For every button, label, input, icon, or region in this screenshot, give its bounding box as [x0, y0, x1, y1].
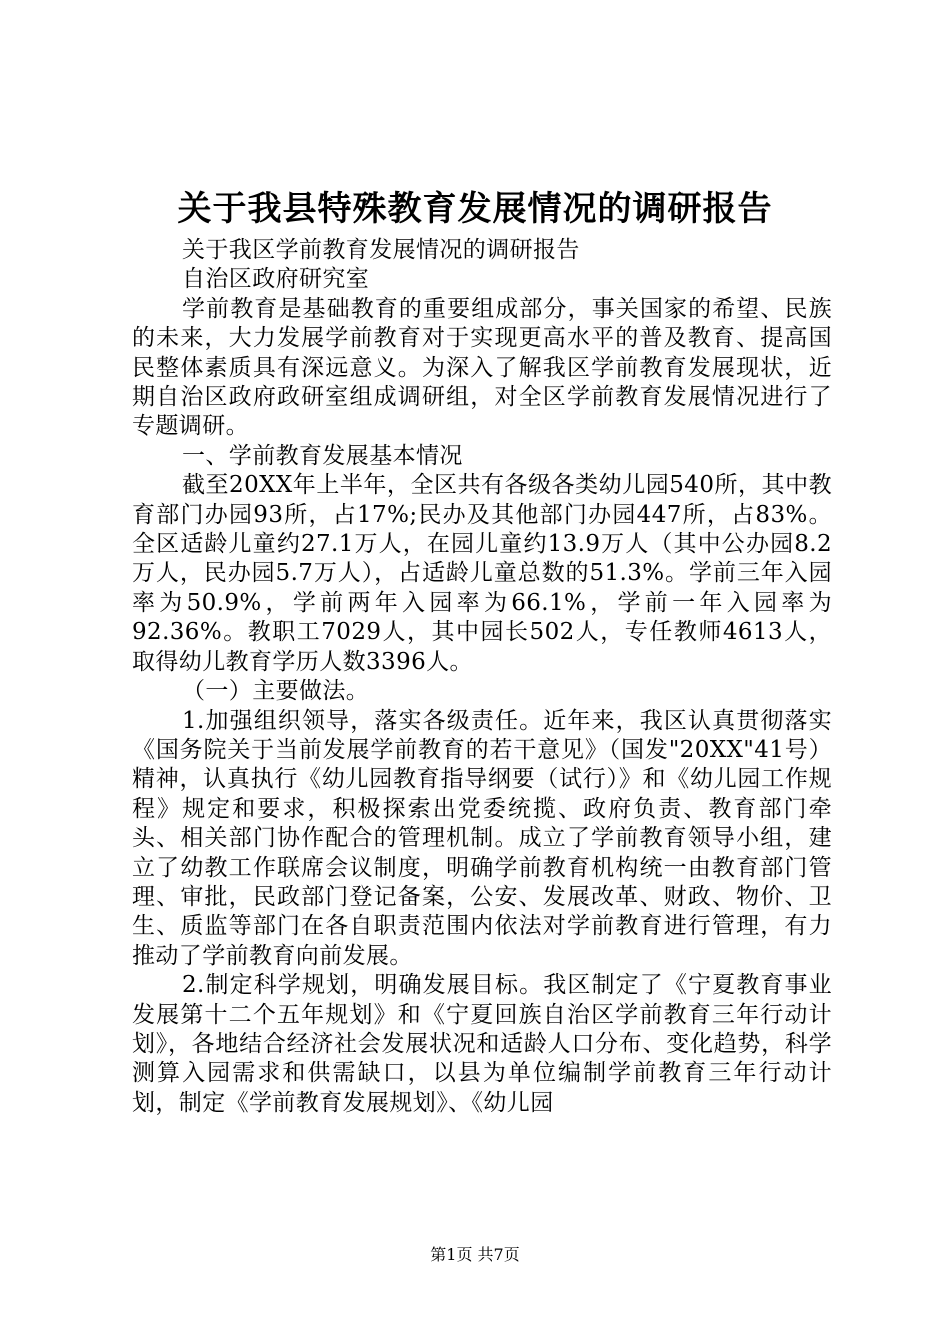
paragraph-author: 自治区政府研究室 [182, 266, 370, 293]
section-heading-basic-situation: 一、学前教育发展基本情况 [182, 442, 463, 469]
paragraph-intro: 学前教育是基础教育的重要组成部分，事关国家的希望、民族的未来，大力发展学前教育对于实现更高水平的普及教育、提高国民整体素质具有深远意义。为深入了解我区学前教育发展现状，近期自治区政府政研室组成调研组，对全区学前教育发展情况进行了专题调研。 [132, 295, 832, 440]
document-title: 关于我县特殊教育发展情况的调研报告 [177, 189, 773, 229]
subsection-heading-main-practices: （一）主要做法。 [182, 678, 370, 705]
paragraph-statistics: 截至20XX年上半年，全区共有各级各类幼儿园540所，其中教育部门办园93所，占17%;民办及其他部门办园447所，占83%。全区适龄儿童约27.1万人，在园儿童约13.9万人（其中公办园8.2万人，民办园5.7万人），占适龄儿童总数的51.3%。学前三年入园率为50.9%，学前两年入园率为66.1%，学前一年入园率为92.36%。教职工7029人，其中园长502人，专任教师4613人，取得幼儿教育学历人数3396人。 [132, 472, 832, 675]
document-body [132, 236, 832, 1118]
paragraph-practice-2: 2.制定科学规划，明确发展目标。我区制定了《宁夏教育事业发展第十二个五年规划》和《宁夏回族自治区学前教育三年行动计划》，各地结合经济社会发展状况和适龄人口分布、变化趋势，科学测算入园需求和供需缺口，以县为单位编制学前教育三年行动计划，制定《学前教育发展规划》、《幼儿园 [132, 972, 832, 1116]
page-footer: 第1页 共7页 [430, 1245, 520, 1264]
paragraph-practice-1: 1.加强组织领导，落实各级责任。近年来，我区认真贯彻落实《国务院关于当前发展学前教育的若干意见》（国发"20XX"41号）精神，认真执行《幼儿园教育指导纲要（试行）》和《幼儿园工作规程》规定和要求，积极探索出党委统揽、政府负责、教育部门牵头、相关部门协作配合的管理机制。成立了学前教育领导小组，建立了幼教工作联席会议制度，明确学前教育机构统一由教育部门管理、审批，民政部门登记备案，公安、发展改革、财政、物价、卫生、质监等部门在各自职责范围内依法对学前教育进行管理，有力推动了学前教育向前发展。 [132, 707, 832, 969]
paragraph-subtitle: 关于我区学前教育发展情况的调研报告 [182, 237, 580, 263]
